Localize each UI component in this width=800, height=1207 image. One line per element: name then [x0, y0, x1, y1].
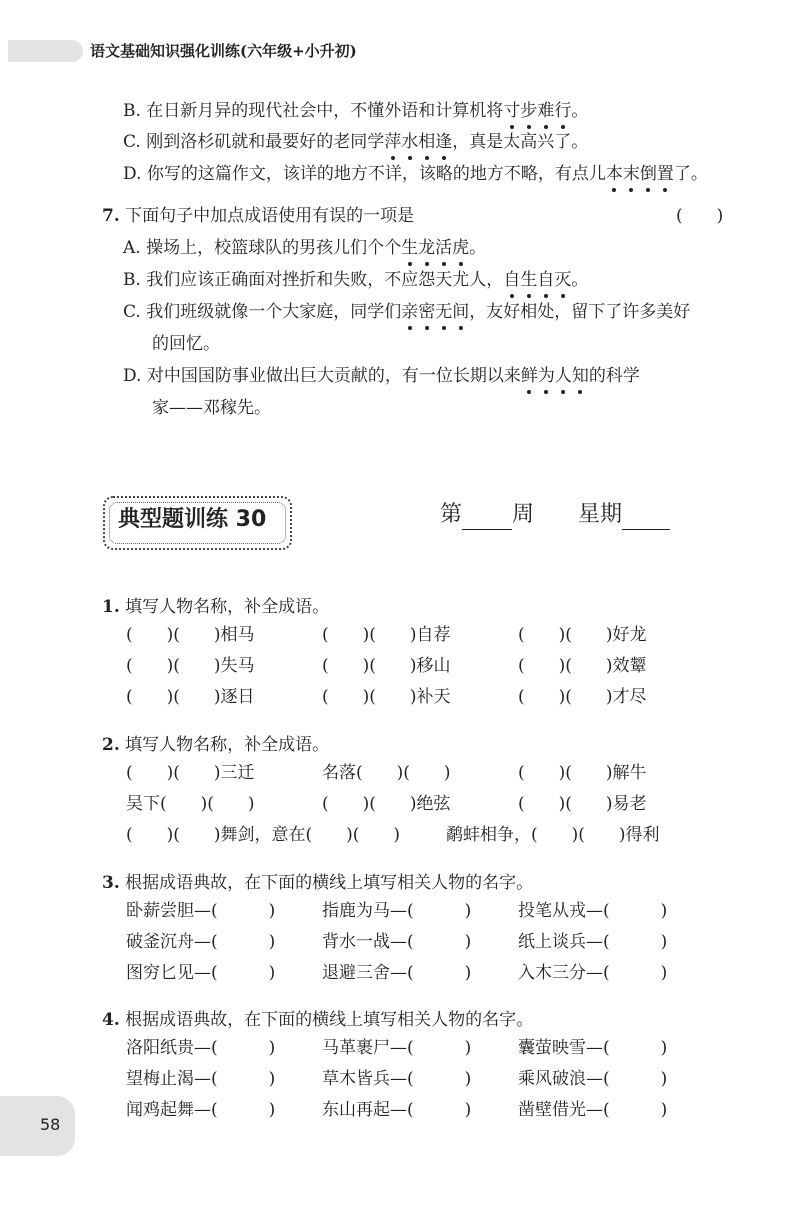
question-text: 根据成语典故，在下面的横线上填写相关人物的名字。	[125, 873, 534, 893]
option-text: 的科学	[588, 366, 640, 386]
dotted-char: 活	[435, 238, 453, 258]
dotted-char: 知	[571, 366, 589, 386]
fill-item[interactable]: 纸上谈兵—( )	[518, 932, 668, 952]
dotted-idiom	[606, 164, 674, 184]
dotted-char: 自	[503, 270, 521, 290]
dotted-idiom	[503, 270, 571, 290]
fill-item[interactable]: 吴下( )( )	[126, 794, 255, 814]
dotted-char: 萍	[384, 132, 402, 152]
fill-item[interactable]: 洛阳纸贵—( )	[126, 1038, 276, 1058]
p3-stem	[102, 871, 533, 895]
dotted-char: 置	[656, 164, 674, 184]
p2-stem	[102, 733, 329, 757]
q6-option-b	[123, 99, 588, 123]
option-text: B. 我们应该正确面对挫折和失败，不应怨天尤人，	[123, 270, 504, 290]
q7-option-d-cont: 家——邓稼先。	[152, 398, 271, 418]
fill-item[interactable]: 图穷匕见—( )	[126, 963, 276, 983]
fill-item[interactable]: ( )( )相马	[126, 625, 255, 645]
fill-item[interactable]: ( )( )解牛	[518, 763, 647, 783]
q7-option-d	[123, 364, 640, 388]
q7-option-b	[123, 268, 588, 292]
question-number: 4.	[102, 1010, 120, 1030]
p1-stem	[102, 595, 329, 619]
fill-item[interactable]: 闻鸡起舞—( )	[126, 1100, 276, 1120]
fill-item[interactable]: 投笔从戎—( )	[518, 901, 668, 921]
fill-item[interactable]: 东山再起—( )	[322, 1100, 472, 1120]
fill-item[interactable]: ( )( )好龙	[518, 625, 647, 645]
dotted-char: 生	[401, 238, 419, 258]
fill-item[interactable]: ( )( )补天	[322, 687, 451, 707]
option-text: ，真是太高兴了。	[452, 132, 589, 152]
option-text: A. 操场上，校篮球队的男孩儿们个个	[123, 238, 402, 258]
fill-item[interactable]: ( )( )失马	[126, 656, 255, 676]
fill-item[interactable]: 凿壁借光—( )	[518, 1100, 668, 1120]
dotted-idiom	[384, 132, 452, 152]
fill-item[interactable]: 囊萤映雪—( )	[518, 1038, 668, 1058]
q7-option-c	[123, 300, 690, 324]
option-text: D. 你写的这篇作文，该详的地方不详，该略的地方不略，有点儿	[123, 164, 606, 184]
week-blank[interactable]	[462, 505, 512, 530]
dotted-idiom	[503, 101, 571, 121]
q6-option-c	[123, 130, 588, 154]
question-text: 填写人物名称，补全成语。	[125, 597, 330, 617]
fill-item[interactable]: 名落( )( )	[322, 763, 451, 783]
dotted-idiom	[521, 366, 589, 386]
option-text: C. 刚到洛杉矶就和最要好的老同学	[123, 132, 385, 152]
fill-item[interactable]: 草木皆兵—( )	[322, 1069, 472, 1089]
option-text: ，友好相处，留下了许多美好	[469, 302, 691, 322]
option-text: C. 我们班级就像一个大家庭，同学们	[123, 302, 402, 322]
question-number: 7.	[102, 206, 120, 226]
fill-item[interactable]: 破釜沉舟—( )	[126, 932, 276, 952]
dotted-char: 虎	[452, 238, 470, 258]
dotted-char: 寸	[503, 101, 521, 121]
book-title: 语文基础知识强化训练(六年级+小升初)	[90, 42, 357, 60]
option-text: D. 对中国国防事业做出巨大贡献的，有一位长期以来	[123, 366, 521, 386]
dotted-char: 无	[435, 302, 453, 322]
dotted-char: 逢	[435, 132, 453, 152]
section-title: 典型题训练 30	[118, 507, 267, 532]
week-unit: 周	[512, 502, 535, 527]
fill-item[interactable]: 鹬蚌相争，( )( )得利	[446, 825, 660, 845]
question-number: 3.	[102, 873, 120, 893]
day-field	[578, 500, 670, 530]
fill-item[interactable]: ( )( )效颦	[518, 656, 647, 676]
fill-item[interactable]: ( )( )移山	[322, 656, 451, 676]
fill-item[interactable]: ( )( )绝弦	[322, 794, 451, 814]
dotted-char: 人	[554, 366, 572, 386]
week-field	[440, 500, 534, 530]
answer-paren[interactable]: ( )	[676, 206, 724, 226]
dotted-char: 水	[401, 132, 419, 152]
page-number: 58	[40, 1115, 61, 1134]
dotted-idiom	[401, 238, 469, 258]
dotted-char: 生	[520, 270, 538, 290]
page-number-tab	[0, 1096, 75, 1156]
fill-item[interactable]: ( )( )逐日	[126, 687, 255, 707]
dotted-char: 龙	[418, 238, 436, 258]
dotted-char: 本	[605, 164, 623, 184]
dotted-char: 自	[537, 270, 555, 290]
dotted-char: 行	[554, 101, 572, 121]
dotted-char: 密	[418, 302, 436, 322]
q7-option-a	[123, 236, 486, 260]
fill-item[interactable]: ( )( )易老	[518, 794, 647, 814]
week-label: 第	[440, 502, 463, 527]
dotted-char: 步	[520, 101, 538, 121]
fill-item[interactable]: ( )( )三迁	[126, 763, 255, 783]
fill-item[interactable]: ( )( )才尽	[518, 687, 647, 707]
option-text: 。	[571, 101, 589, 121]
dotted-char: 相	[418, 132, 436, 152]
day-label: 星期	[578, 502, 623, 527]
question-text: 根据成语典故，在下面的横线上填写相关人物的名字。	[125, 1010, 534, 1030]
question-text: 填写人物名称，补全成语。	[125, 735, 330, 755]
dotted-char: 间	[452, 302, 470, 322]
q6-option-d	[123, 162, 708, 186]
fill-item[interactable]: 指鹿为马—( )	[322, 901, 472, 921]
dotted-char: 难	[537, 101, 555, 121]
fill-item[interactable]: 马革裹尸—( )	[322, 1038, 472, 1058]
dotted-char: 灭	[554, 270, 572, 290]
option-text: 了。	[673, 164, 708, 184]
q7-stem	[102, 204, 414, 228]
dotted-char: 倒	[639, 164, 657, 184]
question-number: 2.	[102, 735, 120, 755]
fill-item[interactable]: 退避三舍—( )	[322, 963, 472, 983]
fill-item[interactable]: 入木三分—( )	[518, 963, 668, 983]
day-blank[interactable]	[622, 505, 670, 530]
header-band	[8, 40, 83, 62]
option-text: 。	[571, 270, 589, 290]
fill-item[interactable]: ( )( )舞剑，意在( )( )	[126, 825, 401, 845]
dotted-char: 末	[622, 164, 640, 184]
fill-item[interactable]: ( )( )自荐	[322, 625, 451, 645]
p4-stem	[102, 1008, 533, 1032]
fill-item[interactable]: 背水一战—( )	[322, 932, 472, 952]
fill-item[interactable]: 卧薪尝胆—( )	[126, 901, 276, 921]
option-text: 。	[469, 238, 487, 258]
fill-item[interactable]: 乘风破浪—( )	[518, 1069, 668, 1089]
fill-item[interactable]: 望梅止渴—( )	[126, 1069, 276, 1089]
dotted-char: 鲜	[520, 366, 538, 386]
dotted-char: 亲	[401, 302, 419, 322]
dotted-idiom	[401, 302, 469, 322]
question-text: 下面句子中加点成语使用有误的一项是	[125, 206, 415, 226]
dotted-char: 为	[537, 366, 555, 386]
option-text: B. 在日新月异的现代社会中，不懂外语和计算机将	[123, 101, 504, 121]
question-number: 1.	[102, 597, 120, 617]
q7-option-c-cont: 的回忆。	[152, 334, 220, 354]
